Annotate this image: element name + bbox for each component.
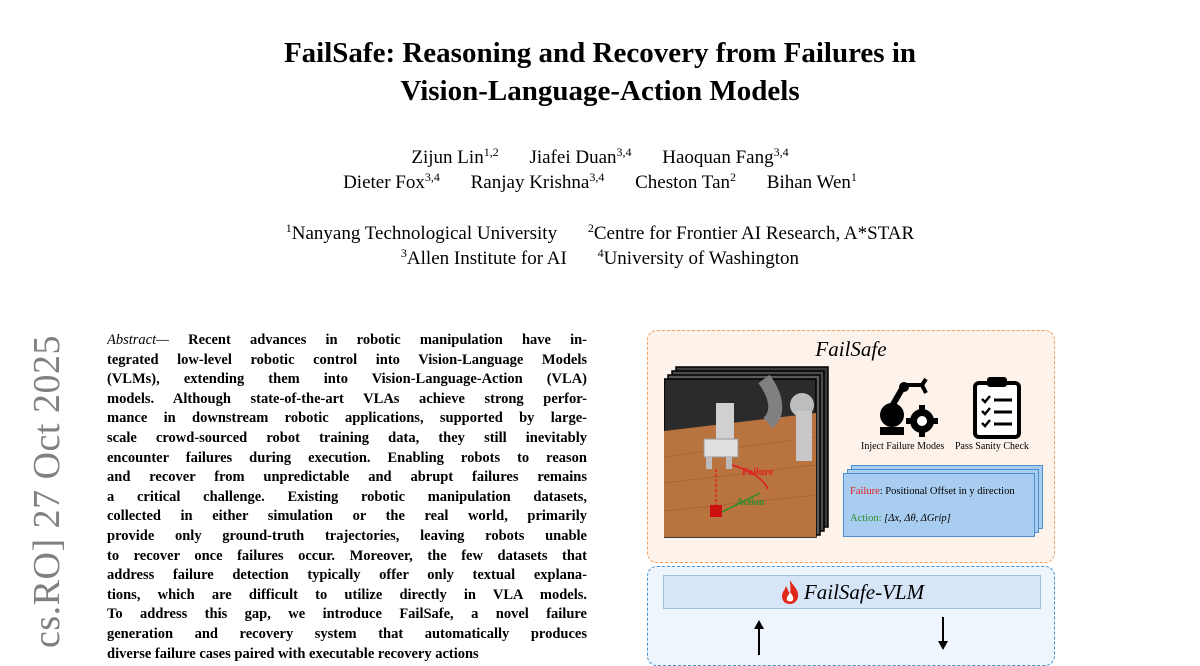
action-annotation: [850, 513, 951, 524]
title-line-2: Vision-Language-Action Models: [400, 75, 800, 107]
arxiv-stamp: cs.RO] 27 Oct 2025: [26, 335, 68, 648]
figure-title: FailSafe: [815, 337, 887, 361]
author: Jiafei Duan$^{3,4}$: [529, 145, 632, 168]
abstract-line: Abstract— Recent advances in robotic manipulation have in-: [107, 332, 587, 348]
sanity-check-caption: Pass Sanity Check: [955, 441, 1029, 452]
abstract-line: mance in downstream robotic applications, supported by large-: [107, 410, 587, 427]
action-key: Action:: [850, 513, 882, 524]
robot-arm-gear-icon: [878, 377, 942, 441]
abstract-line: a critical challenge. Existing robotic manipulation datasets,: [107, 488, 587, 505]
arrow-up-icon: [752, 619, 766, 655]
abstract-line: generation and recovery system that automatically produces: [107, 625, 587, 642]
affiliation: $^3$Allen Institute for AI: [400, 246, 567, 269]
abstract-line: address failure detection typically offer only textual explana-: [107, 567, 587, 584]
abstract-line: provide only ground-truth trajectories, leaving robots unable: [107, 527, 587, 544]
author: Dieter Fox$^{3,4}$: [343, 170, 440, 193]
affiliation: $^1$Nanyang Technological University: [285, 221, 558, 244]
title-line-1: FailSafe: Reasoning and Recovery from Failures in: [283, 37, 917, 69]
author: Ranjay Krishna$^{3,4}$: [470, 170, 605, 193]
author: Bihan Wen$^1$: [766, 170, 857, 193]
paper-title: [0, 34, 1200, 110]
inject-failure-caption: Inject Failure Modes: [861, 441, 945, 452]
abstract-line: scale crowd-sourced robot training data, they still inevitably: [107, 429, 587, 446]
author-row-2: [0, 170, 1200, 195]
failsafe-figure-panel: [647, 330, 1055, 563]
abstract-line: to recover once failures occur. Moreover, the few datasets that: [107, 547, 587, 564]
vlm-title-bar: [663, 575, 1041, 609]
author-row-1: [0, 145, 1200, 170]
abstract-line: collected in either simulation or the real world, primarily: [107, 508, 587, 525]
failure-text: : Positional Offset in y direction: [879, 486, 1015, 497]
abstract-line: encounter failures during execution. Enabling robots to reason: [107, 449, 587, 466]
author-list: [0, 145, 1200, 195]
scene-failure-label: Failure: [742, 467, 773, 478]
abstract-line: To address this gap, we introduce FailSafe, a novel failure: [107, 606, 587, 623]
affiliation: $^2$Centre for Frontier AI Research, A*STAR: [587, 221, 915, 244]
abstract-line: (VLMs), extending them into Vision-Language-Action (VLA): [107, 371, 587, 388]
abstract-line: tegrated low-level robotic control into Vision-Language Models: [107, 351, 587, 368]
abstract-line: and recover from unpredictable and abrupt failures remains: [107, 469, 587, 486]
affiliation-row-1: [0, 221, 1200, 246]
abstract-line: tions, which are difficult to utilize directly in VLA models.: [107, 586, 587, 603]
abstract-label: Abstract—: [107, 332, 170, 348]
abstract-line: diverse failure cases paired with executable recovery actions: [107, 645, 479, 662]
author: Cheston Tan$^2$: [635, 170, 737, 193]
action-text: [Δx, Δθ, ΔGrip]: [884, 513, 951, 524]
failure-key: Failure: [850, 486, 880, 497]
author: Zijun Lin$^{1,2}$: [411, 145, 499, 168]
robot-scene-image: [664, 379, 816, 537]
affiliation: $^4$University of Washington: [597, 246, 800, 269]
failure-annotation: [850, 486, 1015, 497]
scene-action-label: Action: [736, 497, 765, 508]
flame-icon: [780, 579, 800, 605]
robot-scene-stack: [664, 365, 836, 541]
affiliation-list: [0, 221, 1200, 271]
abstract-line: models. Although state-of-the-art VLAs achieve strong perfor-: [107, 390, 587, 407]
vlm-title: FailSafe-VLM: [803, 580, 925, 604]
failsafe-vlm-panel: [647, 566, 1055, 666]
abstract: [107, 331, 587, 664]
checklist-icon: [972, 375, 1022, 439]
annotation-card: [843, 473, 1035, 537]
author: Haoquan Fang$^{3,4}$: [662, 145, 789, 168]
affiliation-row-2: [0, 246, 1200, 271]
